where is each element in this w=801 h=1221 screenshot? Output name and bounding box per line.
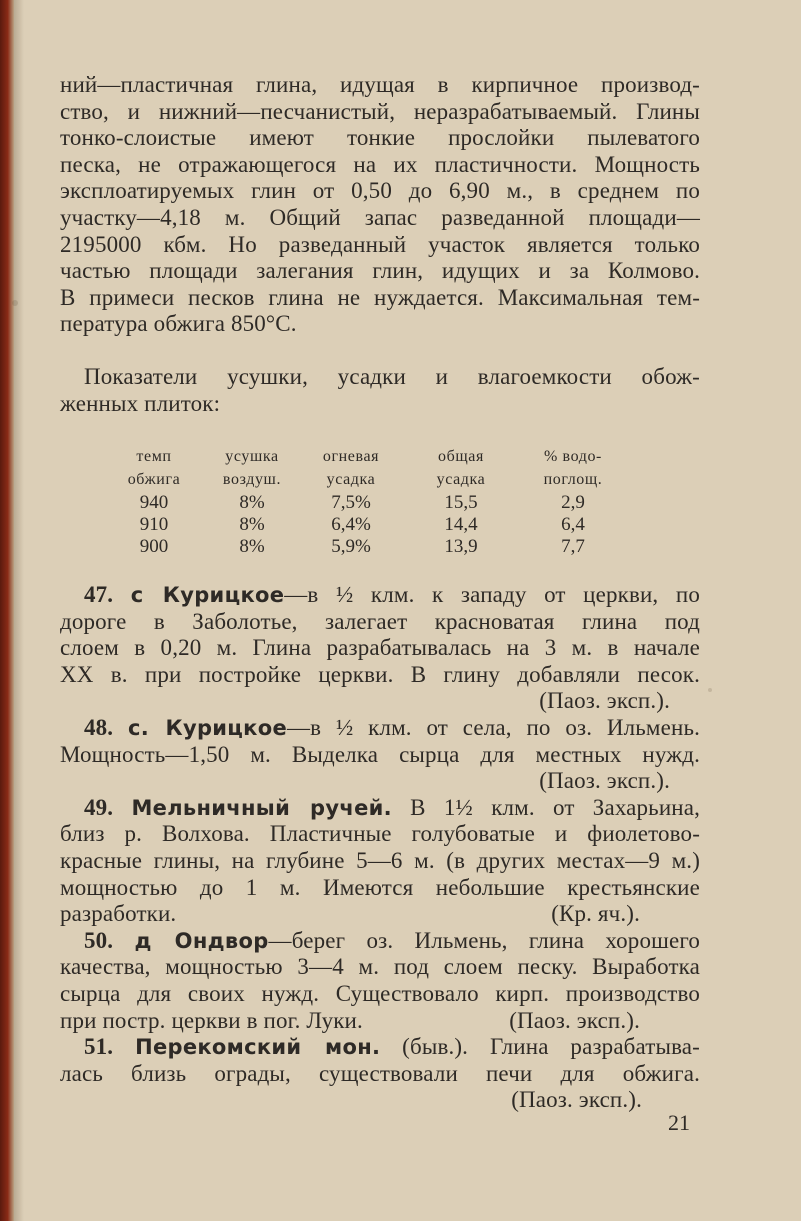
spacer: [60, 338, 700, 364]
entry-place-name: Перекомский мон.: [135, 1035, 381, 1060]
text-line: В примеси песков глина не нуждается. Максимальная тем-: [60, 284, 700, 310]
table-cell: 8%: [239, 514, 265, 535]
table-row: [100, 514, 630, 536]
table-cell: 7,7: [561, 536, 585, 557]
text-line: тонко-слоистые имеют тонкие прослойки пылеватого: [60, 125, 700, 151]
text-line: участку—4,18 м. Общий запас разведанной площади—: [60, 204, 700, 230]
text-line: ний—пластичная глина, идущая в кирпичное производ-: [60, 72, 700, 97]
entry-51-line: [60, 1034, 700, 1061]
text-line: дороге в Заболотье, залегает красноватая глина под: [60, 608, 700, 634]
table-header-cell: темп: [136, 448, 172, 465]
table-header-cell: воздуш.: [222, 471, 282, 488]
entry-number: 50.: [84, 927, 114, 953]
table-row: [100, 492, 630, 514]
table-cell: 2,9: [561, 492, 585, 513]
table-header-cell: огневая: [322, 448, 380, 465]
entry-text: при постр. церкви в пог. Луки.: [60, 1007, 363, 1033]
text-line: Мощность—1,50 м. Выделка сырца для местных нужд.: [60, 741, 700, 767]
table-header-cell: усадка: [436, 471, 486, 488]
entry-text: В 1½ клм. от Захарьина,: [391, 794, 700, 820]
table-header-cell: обжига: [127, 471, 181, 488]
entry-50-line: [60, 928, 700, 955]
entry-number: 51.: [84, 1034, 114, 1060]
shrinkage-table: [100, 446, 630, 558]
page-text: [60, 72, 700, 417]
entry-source: (Паоз. эксп.).: [539, 688, 670, 714]
entry-last-line: [60, 1008, 700, 1035]
entry-text: разработки.: [60, 901, 177, 927]
text-line: 2195000 кбм. Но разведанный участок является только: [60, 231, 700, 257]
table-header-cell: усадка: [326, 471, 376, 488]
text-line: XX в. при постройке церкви. В глину добавляли песок.: [60, 661, 700, 687]
table-cell: 14,4: [444, 514, 478, 535]
table-cell: 6,4: [561, 514, 585, 535]
table-header-row: [100, 469, 630, 492]
text-line: красные глины, на глубине 5—6 м. (в других местах—9 м.): [60, 847, 700, 873]
text-line: песка, не отражающегося на их пластичности. Мощность: [60, 151, 700, 177]
text-line: Показатели усушки, усадки и влагоемкости обож-: [84, 363, 700, 389]
text-line: близ р. Волхова. Пластичные голубоватые и фиолетово-: [60, 821, 700, 847]
entry-text: —берег оз. Ильмень, глина хорошего: [268, 927, 700, 953]
table-row: [100, 536, 630, 558]
entry-number: 49.: [84, 794, 114, 820]
text-line: качества, мощностью 3—4 м. под слоем песку. Выработка: [60, 954, 700, 980]
table-cell: 8%: [239, 536, 265, 557]
table-header-cell: усушка: [225, 448, 279, 465]
table-cell: 15,5: [444, 492, 478, 513]
entry-place-name: с. Курицкое: [127, 715, 287, 740]
text-line: лась близь ограды, существовали печи для обжига.: [60, 1060, 700, 1086]
entry-text: —в ½ клм. к западу от церкви, по: [284, 582, 700, 607]
entry-place-name: Мельничный ручей.: [131, 795, 392, 820]
table-cell: 7,5%: [331, 492, 371, 513]
entry-last-line: [60, 901, 700, 928]
table-cell: 900: [139, 536, 169, 557]
table-header-row: [100, 446, 630, 469]
text-line: сырца для своих нужд. Существовало кирп. производство: [60, 980, 700, 1006]
entry-number: 47.: [84, 582, 114, 607]
table-cell: 8%: [239, 492, 265, 513]
table-header-cell: % водо-: [544, 448, 602, 465]
book-spine-edge: [0, 0, 14, 1221]
gutter-shadow: [14, 0, 24, 1221]
entry-number: 48.: [84, 714, 114, 740]
entry-place-name: с Курицкое: [130, 583, 285, 607]
entry-source: (Паоз. эксп.).: [509, 1007, 640, 1033]
entry-text: —в ½ клм. от села, по оз. Ильмень.: [287, 714, 700, 740]
text-line: частью площади залегания глин, идущих и за Колмово.: [60, 258, 700, 284]
entry-source: (Паоз. эксп.).: [511, 1087, 642, 1113]
text-line: ство, и нижний—песчанистый, неразрабатываемый. Глины: [60, 98, 700, 124]
text-line: пература обжига 850°С.: [60, 311, 297, 337]
table-cell: 5,9%: [331, 536, 371, 557]
text-line: женных плиток:: [60, 390, 221, 416]
paper-speck: [708, 688, 712, 692]
text-line: эксплоатируемых глин от 0,50 до 6,90 м., в среднем по: [60, 178, 700, 204]
paper-speck: [12, 300, 18, 306]
entry-place-name: д Ондвор: [134, 928, 269, 953]
entries-text: [60, 582, 700, 1114]
entry-text: (быв.). Глина разрабатыва-: [380, 1034, 700, 1060]
text-line: мощностью до 1 м. Имеются небольшие крестьянские: [60, 874, 700, 900]
entry-47-line: [60, 582, 700, 609]
entry-source: (Кр. яч.).: [551, 901, 640, 927]
text-line: слоем в 0,20 м. Глина разрабатывалась на 3 м. в начале: [60, 635, 700, 661]
entry-48-line: [60, 715, 700, 742]
table-cell: 13,9: [444, 536, 478, 557]
table-cell: 910: [139, 514, 169, 535]
table-header-cell: поглощ.: [543, 471, 603, 488]
entry-49-line: [60, 795, 700, 822]
table-cell: 6,4%: [331, 514, 371, 535]
table-cell: 940: [139, 492, 169, 513]
table-header-cell: общая: [438, 448, 484, 465]
page-number: 21: [668, 1110, 690, 1135]
entry-source: (Паоз. эксп.).: [539, 768, 670, 794]
